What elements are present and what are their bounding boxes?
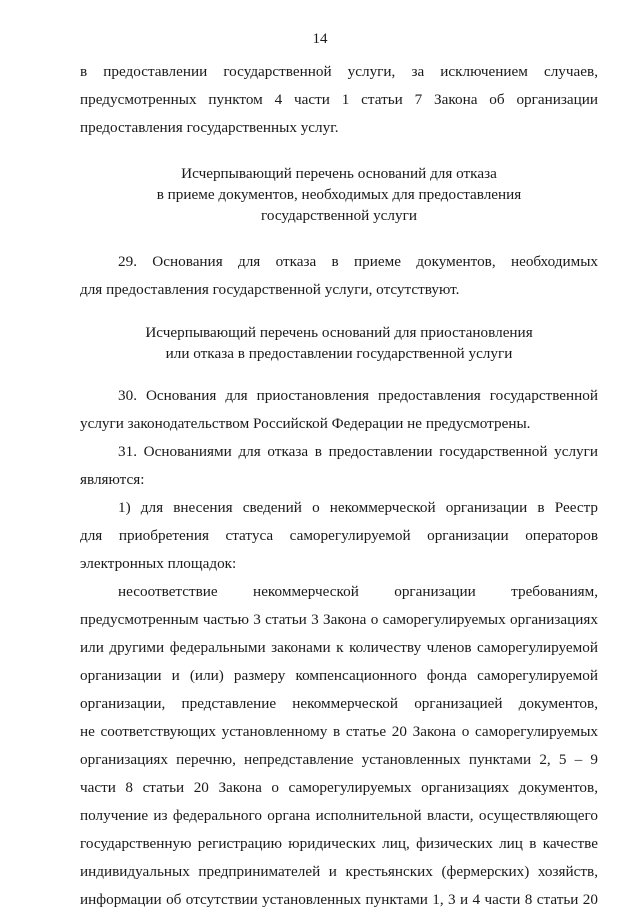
text-line: 1) для внесения сведений о некоммерческой организации в Реестр (118, 499, 598, 516)
section-heading (80, 163, 598, 226)
paragraph-30 (80, 382, 598, 438)
section-heading (80, 322, 598, 364)
text-line: предусмотренным частью 3 статьи 3 Закона о саморегулируемых организациях (80, 611, 598, 628)
text-line: государственную регистрацию юридических лиц, физических лиц в качестве (80, 835, 598, 852)
text-line: в предоставлении государственной услуги, за исключением случаев, (80, 63, 598, 80)
text-line: 31. Основаниями для отказа в предоставлении государственной услуги (118, 443, 598, 460)
paragraph-31 (80, 438, 598, 494)
text-line: части 8 статьи 20 Закона о саморегулируемых организациях документов, (80, 779, 598, 796)
paragraph-body (80, 578, 598, 914)
heading-line: в приеме документов, необходимых для предоставления (156, 186, 522, 203)
text-line: несоответствие некоммерческой организации требованиям, (118, 583, 598, 600)
heading-line: Исчерпывающий перечень оснований для приостановления (145, 324, 533, 341)
text-line: 29. Основания для отказа в приеме документов, необходимых (118, 253, 598, 270)
text-line: предоставления государственных услуг. (80, 119, 339, 136)
text-line: услуги законодательством Российской Федерации не предусмотрены. (80, 415, 531, 432)
text-line: информации об отсутствии установленных пунктами 1, 3 и 4 части 8 статьи 20 (80, 891, 598, 908)
paragraph-29 (80, 248, 598, 304)
text-line: для приобретения статуса саморегулируемой организации операторов (80, 527, 598, 544)
text-line: организации и (или) размеру компенсационного фонда саморегулируемой (80, 667, 598, 684)
text-line: электронных площадок: (80, 555, 237, 572)
text-line: предусмотренных пунктом 4 части 1 статьи 7 Закона об организации (80, 91, 598, 108)
text-line: организациях перечню, непредставление установленных пунктами 2, 5 – 9 (80, 751, 598, 768)
intro-paragraph (80, 58, 598, 142)
heading-line: государственной услуги (261, 207, 417, 224)
paragraph-31-1 (80, 494, 598, 578)
text-line: получение из федерального органа исполнительной власти, осуществляющего (80, 807, 598, 824)
text-line: организации, представление некоммерческой организацией документов, (80, 695, 598, 712)
heading-line: или отказа в предоставлении государственной услуги (165, 345, 513, 362)
text-line: не соответствующих установленному в статье 20 Закона о саморегулируемых (80, 723, 598, 740)
text-line: индивидуальных предпринимателей и крестьянских (фермерских) хозяйств, (80, 863, 598, 880)
document-body (80, 58, 598, 914)
text-line: являются: (80, 471, 145, 488)
text-line: или другими федеральными законами к количеству членов саморегулируемой (80, 639, 598, 656)
page-number: 14 (312, 31, 328, 47)
heading-line: Исчерпывающий перечень оснований для отказа (181, 165, 497, 182)
text-line: для предоставления государственной услуги, отсутствуют. (80, 281, 460, 298)
text-line: 30. Основания для приостановления предоставления государственной (118, 387, 598, 404)
